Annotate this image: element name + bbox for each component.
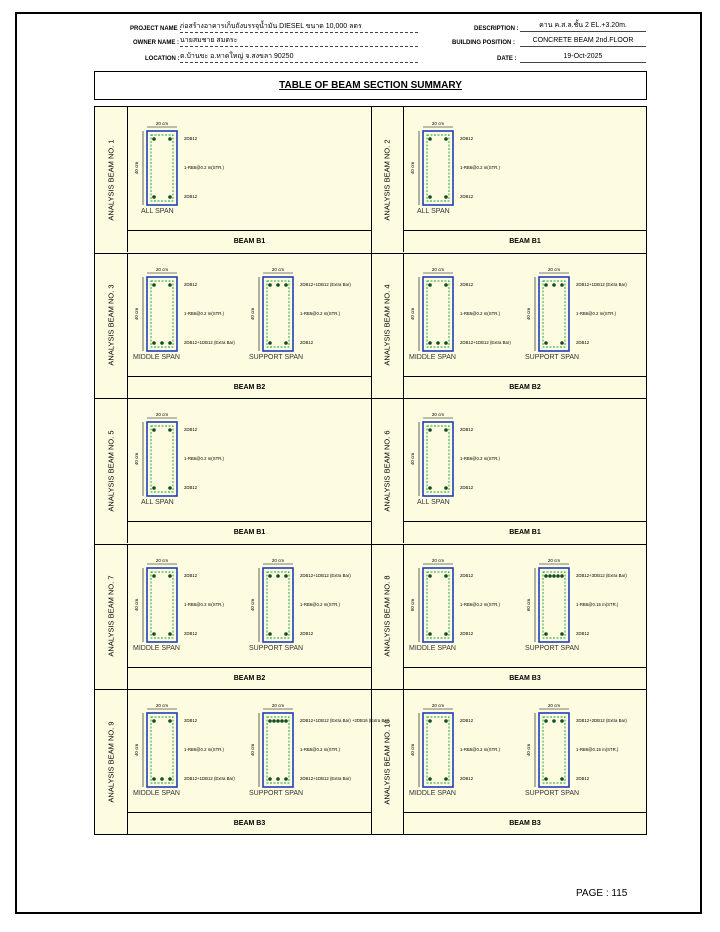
bottom-rebar [444,486,448,490]
top-rebar [556,574,560,578]
width-dimension-label: 20 cm [271,557,285,563]
depth-dimension-label: 40 cm [134,307,139,320]
top-rebar-label: 2DB12 [460,718,474,724]
width-dimension-label: 20 cm [155,121,169,126]
top-rebar [168,137,172,141]
top-rebar [280,720,284,724]
beam-outline [147,568,177,642]
bottom-rebar [284,632,288,636]
top-rebar [272,720,276,724]
bottom-rebar [268,341,272,345]
location-value: ต.บ้านขะ อ.หาดใหญ่ จ.สงขลา 90250 [180,52,418,63]
depth-dimension-label: 40 cm [134,161,139,175]
page-number: PAGE : 115 [576,888,628,899]
depth-dimension-label: 40 cm [410,453,415,466]
top-rebar [168,720,172,724]
top-rebar [284,720,288,724]
bottom-rebar [152,341,156,345]
bottom-rebar-label: 2DB12 [184,485,198,491]
width-dimension-label: 20 cm [271,703,285,709]
top-rebar-label: 2DB12 [184,136,198,141]
beam-name: BEAM B3 [128,812,371,834]
stirrup-label: 1-RB6@0.2 m(STR.) [460,601,500,607]
top-rebar [444,574,448,578]
analysis-beam-label-box [371,107,404,252]
depth-dimension-label: 40 cm [250,744,255,757]
top-rebar-label: 2DB12+1DB12 (Extra Bar) +2DB16 (Extra Bar) [300,718,390,724]
width-dimension-label: 20 cm [155,557,169,563]
top-rebar [428,720,432,724]
width-dimension-label: 20 cm [431,412,445,418]
date-value: 19-Oct-2025 [520,52,646,63]
top-rebar [268,574,272,578]
top-rebar-label: 2DB12+2DB12 (Extra Bar) [576,718,627,724]
analysis-beam-label: ANALYSIS BEAM NO. 10 [382,719,392,805]
top-rebar [152,137,156,141]
analysis-beam-label-box [371,689,404,834]
stirrup-label: 1-RB6@0.2 m(STR.) [460,310,500,316]
width-dimension-label: 20 cm [431,703,445,709]
bottom-rebar-label: 2DB12 [184,630,198,636]
beam-outline [147,422,177,496]
depth-dimension-label: 40 cm [410,307,415,320]
top-rebar [548,574,552,578]
depth-dimension-label: 60 cm [526,598,531,611]
date-label: DATE : [497,56,517,62]
width-dimension-label: 20 cm [547,703,561,709]
beam-cell [371,253,646,398]
analysis-beam-label-box [95,253,128,398]
beam-outline [423,131,453,205]
top-rebar-label: 2DB12 [460,427,474,433]
beam-name: BEAM B2 [128,667,371,689]
span-label: MIDDLE SPAN [133,790,180,798]
top-rebar [444,720,448,724]
stirrup-label: 1-RB6@0.2 m(STR.) [576,310,616,316]
bottom-rebar [560,341,564,345]
beam-outline [263,277,293,351]
span-label: SUPPORT SPAN [525,353,580,361]
bottom-rebar [152,195,156,199]
bottom-rebar [560,632,564,636]
beam-outline [147,131,177,205]
bottom-rebar [160,341,164,345]
bottom-rebar [444,778,448,782]
analysis-beam-label: ANALYSIS BEAM NO. 9 [106,721,116,803]
width-dimension-label: 20 cm [271,266,285,272]
bottom-rebar [152,486,156,490]
width-dimension-label: 20 cm [547,557,561,563]
beam-name: BEAM B1 [128,230,371,252]
top-rebar [276,574,280,578]
bottom-rebar [544,778,548,782]
top-rebar [168,283,172,287]
top-rebar [268,283,272,287]
beam-outline [423,277,453,351]
bottom-rebar [428,632,432,636]
span-label: MIDDLE SPAN [133,353,180,361]
beam-outline [423,568,453,642]
top-rebar-label: 2DB12 [460,136,474,141]
stirrup-label: 1-RB6@0.2 m(STR.) [184,456,224,462]
beam-outline [423,422,453,496]
top-rebar [428,137,432,141]
width-dimension-label: 20 cm [155,703,169,709]
table-title-box [94,71,647,100]
depth-dimension-label: 40 cm [134,598,139,611]
beam-name: BEAM B3 [404,667,646,689]
width-dimension-label: 20 cm [431,557,445,563]
beam-outline [423,713,453,787]
span-label: SUPPORT SPAN [249,790,304,798]
bottom-rebar [168,341,172,345]
bottom-rebar [544,341,548,345]
span-label: MIDDLE SPAN [133,644,180,652]
analysis-beam-label-box [95,544,128,689]
beam-outline [539,277,569,351]
bottom-rebar [436,341,440,345]
top-rebar-label: 2DB12 [184,718,198,724]
span-label: MIDDLE SPAN [409,353,456,361]
top-rebar-label: 2DB12 [184,281,198,287]
beam-section-table [94,106,647,835]
bottom-rebar-label: 2DB12 [460,485,474,491]
stirrup-label: 1-RB6@0.2 m(STR.) [300,747,340,753]
stirrup-label: 1-RB6@0.2 m(STR.) [184,165,224,170]
top-rebar [428,283,432,287]
bottom-rebar [152,778,156,782]
bottom-rebar [284,341,288,345]
analysis-beam-label-box [95,107,128,252]
stirrup-label: 1-RB6@0.2 m(STR.) [460,456,500,462]
project-name-label: PROJECT NAME : [130,26,182,32]
analysis-beam-label: ANALYSIS BEAM NO. 6 [382,430,392,512]
bottom-rebar-label: 2DB12 [576,630,590,636]
beam-name: BEAM B1 [404,230,646,252]
bottom-rebar [444,195,448,199]
bottom-rebar [428,195,432,199]
top-rebar [444,283,448,287]
width-dimension-label: 20 cm [155,412,169,418]
bottom-rebar-label: 2DB12 [460,630,474,636]
bottom-rebar [268,632,272,636]
analysis-beam-label: ANALYSIS BEAM NO. 2 [382,138,392,221]
top-rebar [284,283,288,287]
top-rebar [152,283,156,287]
stirrup-label: 1-RB6@0.2 m(STR.) [184,310,224,316]
top-rebar [168,428,172,432]
stirrup-label: 1-RB6@0.15 m(STR.) [576,601,619,607]
bottom-rebar-label: 2DB12 [300,339,314,345]
bottom-rebar [428,486,432,490]
depth-dimension-label: 40 cm [250,307,255,320]
beam-outline [147,713,177,787]
bottom-rebar [168,778,172,782]
bottom-rebar [168,632,172,636]
bottom-rebar-label: 2DB12+1DB12 (Extra Bar) [184,339,235,345]
span-label: ALL SPAN [417,499,450,507]
top-rebar [444,137,448,141]
beam-outline [539,568,569,642]
beam-outline [539,713,569,787]
bottom-rebar [544,632,548,636]
bottom-rebar-label: 2DB12+1DB12 (Extra Bar) [460,339,511,345]
top-rebar [544,720,548,724]
analysis-beam-label: ANALYSIS BEAM NO. 3 [106,284,116,366]
top-rebar [152,574,156,578]
top-rebar [552,574,556,578]
top-rebar-label: 2DB12+1DB12 (Extra Bar) [300,281,351,287]
beam-name: BEAM B2 [128,376,371,398]
top-rebar [560,720,564,724]
stirrup-label: 1-RB6@0.15 m(STR.) [576,747,619,753]
beam-cell [95,398,371,543]
top-rebar [544,283,548,287]
table-title: TABLE OF BEAM SECTION SUMMARY [279,80,462,91]
top-rebar [428,574,432,578]
span-label: SUPPORT SPAN [249,644,304,652]
owner-name-label: OWNER NAME : [133,40,179,46]
beam-cell [95,253,371,398]
analysis-beam-label-box [371,544,404,689]
depth-dimension-label: 40 cm [134,453,139,466]
building-position-value: CONCRETE BEAM 2nd.FLOOR [520,36,646,47]
beam-cell [371,398,646,543]
top-rebar [552,720,556,724]
analysis-beam-label: ANALYSIS BEAM NO. 4 [382,284,392,366]
description-value: คาน ค.ส.ล.ชั้น 2 EL.+3.20m. [520,21,646,32]
top-rebar-label: 2DB12+3DB12 (Extra Bar) [576,572,627,578]
beam-name: BEAM B1 [128,521,371,543]
top-rebar [284,574,288,578]
top-rebar [560,574,564,578]
bottom-rebar [168,486,172,490]
span-label: MIDDLE SPAN [409,644,456,652]
analysis-beam-label: ANALYSIS BEAM NO. 8 [382,575,392,657]
bottom-rebar-label: 2DB12+1DB12 (Extra Bar) [184,776,235,782]
bottom-rebar [428,778,432,782]
owner-name-value: นายสมชาย สมตระ [180,36,418,47]
stirrup-label: 1-RB6@0.2 m(STR.) [300,601,340,607]
project-name-value: ก่อสร้างอาคารเก็บถังบรรจุน้ำมัน DIESEL ขนาด 10,000 ลตร [180,22,418,33]
bottom-rebar-label: 2DB12+1DB12 (Extra Bar) [300,776,351,782]
stirrup-label: 1-RB6@0.2 m(STR.) [460,747,500,753]
analysis-beam-label-box [371,253,404,398]
beam-outline [147,277,177,351]
bottom-rebar-label: 2DB12 [576,339,590,345]
width-dimension-label: 20 cm [431,266,445,272]
location-label: LOCATION : [145,56,180,62]
stirrup-label: 1-RB6@0.2 m(STR.) [184,747,224,753]
span-label: ALL SPAN [141,208,174,215]
bottom-rebar [444,341,448,345]
beam-name: BEAM B1 [404,521,646,543]
top-rebar [152,428,156,432]
top-rebar [276,720,280,724]
top-rebar [552,283,556,287]
beam-outline [263,713,293,787]
top-rebar-label: 2DB12+1DB12 (Extra Bar) [300,572,351,578]
bottom-rebar-label: 2DB12 [460,194,474,199]
bottom-rebar [276,778,280,782]
top-rebar-label: 2DB12 [460,281,474,287]
analysis-beam-label: ANALYSIS BEAM NO. 7 [106,575,116,657]
description-label: DESCRIPTION : [474,26,519,32]
bottom-rebar [444,632,448,636]
top-rebar [544,574,548,578]
beam-outline [263,568,293,642]
bottom-rebar [560,778,564,782]
analysis-beam-label-box [95,689,128,834]
top-rebar [444,428,448,432]
analysis-beam-label: ANALYSIS BEAM NO. 5 [106,430,116,512]
depth-dimension-label: 60 cm [410,598,415,611]
width-dimension-label: 20 cm [431,121,445,126]
beam-name: BEAM B3 [404,812,646,834]
bottom-rebar-label: 2DB12 [576,776,590,782]
bottom-rebar [160,778,164,782]
width-dimension-label: 20 cm [155,266,169,272]
bottom-rebar-label: 2DB12 [300,630,314,636]
beam-cell [95,107,371,252]
depth-dimension-label: 40 cm [250,598,255,611]
top-rebar-label: 2DB12 [460,572,474,578]
depth-dimension-label: 40 cm [134,744,139,757]
stirrup-label: 1-RB6@0.2 m(STR.) [184,601,224,607]
bottom-rebar [428,341,432,345]
depth-dimension-label: 40 cm [526,744,531,757]
bottom-rebar-label: 2DB12 [460,776,474,782]
span-label: ALL SPAN [417,208,450,215]
bottom-rebar [268,778,272,782]
top-rebar-label: 2DB12+1DB12 (Extra Bar) [576,281,627,287]
span-label: ALL SPAN [141,499,174,507]
top-rebar [268,720,272,724]
depth-dimension-label: 40 cm [526,307,531,320]
depth-dimension-label: 40 cm [410,744,415,757]
span-label: SUPPORT SPAN [249,353,304,361]
analysis-beam-label: ANALYSIS BEAM NO. 1 [106,138,116,221]
beam-cell [371,107,646,252]
analysis-beam-label-box [95,398,128,543]
stirrup-label: 1-RB6@0.2 m(STR.) [300,310,340,316]
stirrup-label: 1-RB6@0.2 m(STR.) [460,165,500,170]
top-rebar [560,283,564,287]
beam-cell [95,544,371,689]
bottom-rebar [168,195,172,199]
beam-name: BEAM B2 [404,376,646,398]
beam-cell [371,689,646,834]
bottom-rebar [152,632,156,636]
bottom-rebar [284,778,288,782]
span-label: SUPPORT SPAN [525,644,580,652]
top-rebar [168,574,172,578]
width-dimension-label: 20 cm [547,266,561,272]
depth-dimension-label: 40 cm [410,161,415,175]
top-rebar [428,428,432,432]
building-position-label: BUILDING POSITION : [452,40,515,46]
top-rebar [152,720,156,724]
analysis-beam-label-box [371,398,404,543]
top-rebar-label: 2DB12 [184,572,198,578]
top-rebar-label: 2DB12 [184,427,198,433]
span-label: MIDDLE SPAN [409,790,456,798]
top-rebar [276,283,280,287]
bottom-rebar-label: 2DB12 [184,194,198,199]
span-label: SUPPORT SPAN [525,790,580,798]
beam-cell [371,544,646,689]
